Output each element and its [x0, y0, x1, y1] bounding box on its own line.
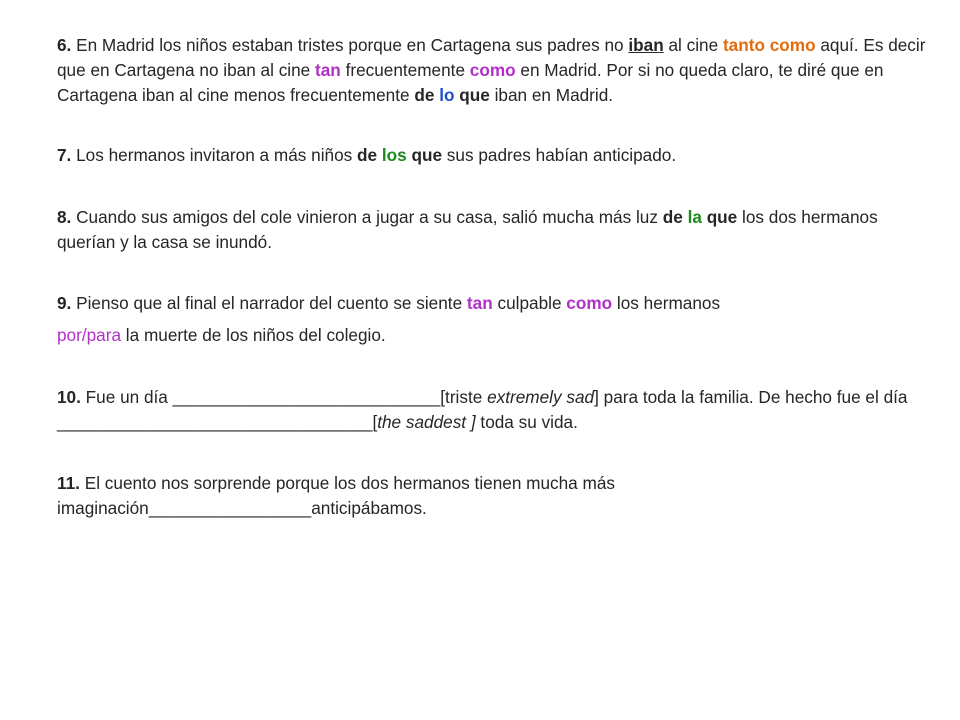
- hint-italic: the saddest ]: [377, 412, 476, 432]
- exercise-number: 6.: [57, 35, 72, 55]
- text: aquí. Es decir que en Cartagena no iban al cine: [57, 35, 926, 80]
- exercise-11: [57, 471, 937, 521]
- text: En Madrid los niños estaban tristes porque en Cartagena sus padres no: [71, 35, 629, 55]
- exercise-number: 9.: [57, 293, 72, 313]
- text: El cuento nos sorprende porque los dos hermanos tienen mucha más imaginación_________________anticipábamos.: [57, 473, 615, 518]
- highlight-magenta: como: [469, 60, 516, 80]
- exercise-9: [57, 291, 937, 316]
- exercise-number: 8.: [57, 207, 72, 227]
- highlight-magenta: tan: [466, 293, 493, 313]
- bold-word: de: [357, 145, 378, 165]
- highlight-blue: lo: [439, 85, 455, 105]
- bold-word: que: [706, 207, 738, 227]
- bold-word: de: [662, 207, 683, 227]
- exercise-number: 11.: [57, 473, 80, 493]
- highlight-green: la: [687, 207, 702, 227]
- bold-word: que: [411, 145, 443, 165]
- highlight-magenta: como: [566, 293, 613, 313]
- exercise-6: [57, 33, 937, 108]
- text: sus padres habían anticipado.: [442, 145, 677, 165]
- hint-italic: extremely sad: [487, 387, 595, 407]
- highlight-green: los: [381, 145, 407, 165]
- text: Fue un día ____________________________[triste: [80, 387, 488, 407]
- text: frecuentemente: [340, 60, 470, 80]
- text: toda su vida.: [475, 412, 578, 432]
- text: Cuando sus amigos del cole vinieron a jugar a su casa, salió mucha más luz: [71, 207, 663, 227]
- bold-word: que: [459, 85, 490, 105]
- highlight-magenta: tan: [315, 60, 341, 80]
- text: ] para toda la familia. De hecho fue el día _________________________________[: [57, 387, 908, 432]
- exercise-number: 10.: [57, 387, 81, 407]
- text: culpable: [492, 293, 567, 313]
- underlined-word: iban: [628, 35, 664, 55]
- option-text: por/para: [57, 325, 122, 345]
- text: iban en Madrid.: [489, 85, 614, 105]
- text: al cine: [663, 35, 723, 55]
- exercise-9-line-2: [57, 323, 937, 348]
- text: la muerte de los niños del colegio.: [121, 325, 386, 345]
- text: en Madrid. Por si no queda claro, te diré que en Cartagena iban al cine menos frecuentemente: [57, 60, 884, 105]
- exercise-10: [57, 385, 937, 435]
- text: los hermanos: [612, 293, 721, 313]
- text: los dos hermanos querían y la casa se inundó.: [57, 207, 878, 252]
- highlight-orange: tanto como: [722, 35, 816, 55]
- text: Pienso que al final el narrador del cuento se siente: [71, 293, 467, 313]
- exercise-7: [57, 143, 937, 168]
- bold-word: de: [414, 85, 435, 105]
- text: Los hermanos invitaron a más niños: [71, 145, 357, 165]
- exercise-8: [57, 205, 937, 255]
- exercise-number: 7.: [57, 145, 72, 165]
